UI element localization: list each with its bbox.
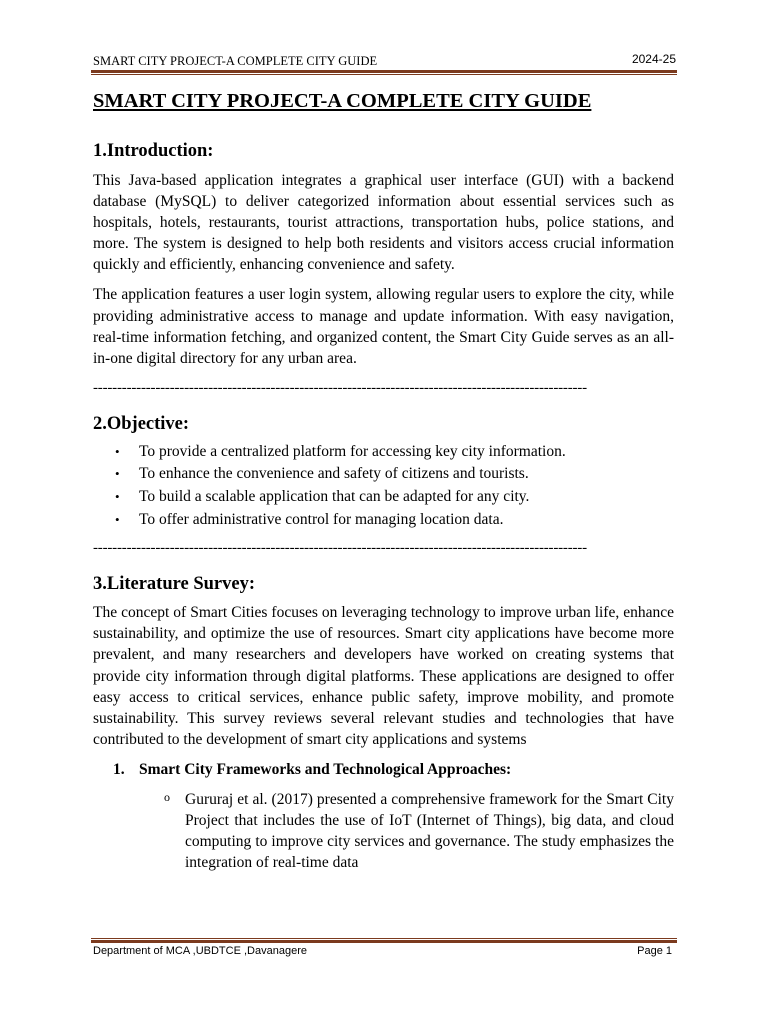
literature-paragraph: The concept of Smart Cities focuses on leveraging technology to improve urban life, enhance sustainability, and optimize the use of resources. Smart city applications have become more prevalent, and many researchers and developers have worked on creating systems that provide city information through digital platforms. These applications are designed to offer easy access to critical services, enhance public safety, improve mobility, and promote sustainability. This survey reviews several relevant studies and technologies that have contributed to the development of smart city applications and systems [93,604,674,748]
running-header-year: 2024-25 [631,52,676,66]
objective-list [93,441,674,531]
literature-heading: 3.Literature Survey: [93,574,256,595]
section-divider: ------------------------------------------------------------------------------------------------------- [93,379,587,396]
header-rule-thin [91,74,677,75]
running-header-title: SMART CITY PROJECT-A COMPLETE CITY GUIDE [93,54,378,68]
list-item [115,441,674,464]
bullet-icon: • [115,466,120,482]
bullet-icon: • [115,489,120,505]
list-item-text: To enhance the convenience and safety of citizens and tourists. [139,465,529,483]
list-item-text: To offer administrative control for managing location data. [139,510,504,528]
objective-heading: 2.Objective: [93,413,190,434]
section-divider: ------------------------------------------------------------------------------------------------------- [93,540,587,557]
introduction-paragraph-1: This Java-based application integrates a graphical user interface (GUI) with a backend database (MySQL) to deliver categorized information about essential services such as hospitals, hotels, restaurants, tourist attractions, transportation hubs, police stations, and more. The system is designed to help both residents and visitors access crucial information quickly and efficiently, enhancing convenience and safety. [93,172,674,274]
footer-rule [91,940,677,943]
list-item-text: To provide a centralized platform for accessing key city information. [139,442,566,460]
introduction-paragraph-2: The application features a user login system, allowing regular users to explore the city, while providing administrative access to manage and update information. With easy navigation, real-time information fetching, and organized content, the Smart City Guide serves as an all-in-one digital directory for any urban area. [93,286,674,367]
bullet-icon: • [115,511,120,527]
bullet-icon: • [115,443,120,459]
subsection-title: Smart City Frameworks and Technological Approaches: [139,760,512,778]
list-item [115,486,674,509]
header-rule [91,70,677,73]
literature-sub-item-text: Gururaj et al. (2017) presented a comprehensive framework for the Smart City Project that includes the use of IoT (Internet of Things), big data, and cloud computing to improve city services and governance. The study emphasizes the integration of real-time data [185,790,674,872]
document-title: SMART CITY PROJECT-A COMPLETE CITY GUIDE [93,90,592,112]
footer-page-number: Page 1 [637,945,672,957]
subsection-number: 1. [113,760,125,778]
footer-department: Department of MCA ,UBDTCE ,Davanagere [93,945,307,957]
circle-bullet-icon: o [164,789,170,804]
list-item-text: To build a scalable application that can be adapted for any city. [139,488,530,506]
list-item [115,463,674,486]
page-body [93,86,674,873]
introduction-heading: 1.Introduction: [93,141,214,161]
list-item [115,509,674,532]
literature-sub-item [93,789,674,873]
literature-subsection-heading [93,759,674,781]
footer-rule-thin [91,938,677,939]
